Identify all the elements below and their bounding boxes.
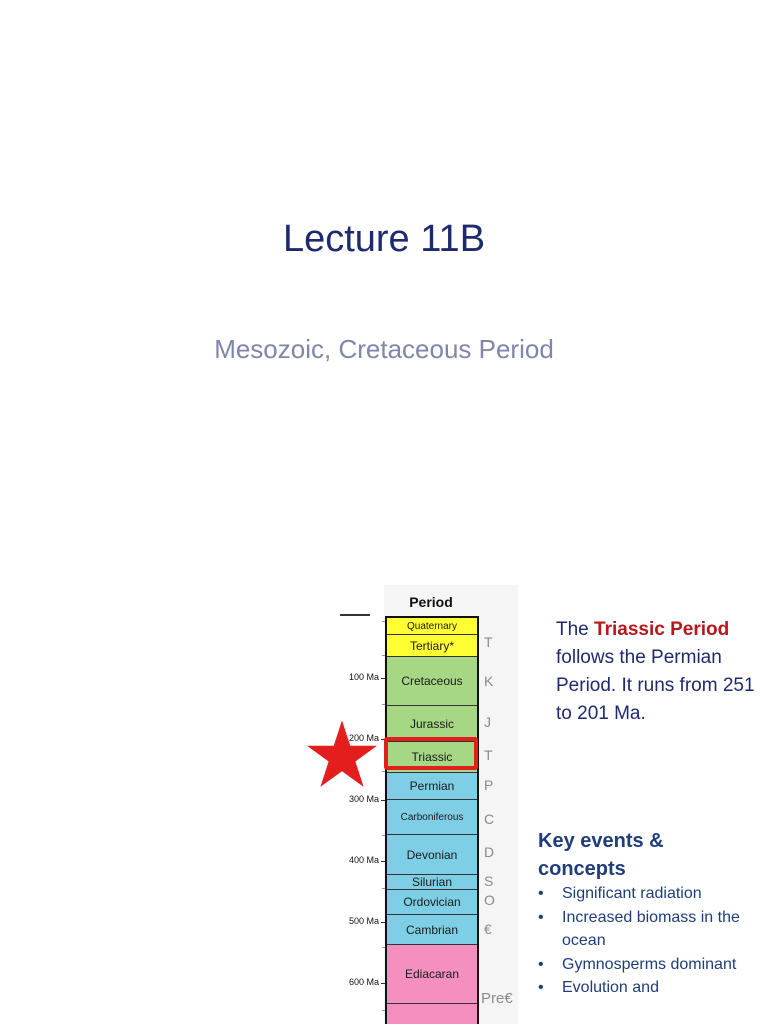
abbr-precambrian: Pre€ (481, 990, 513, 1007)
ma-minor-tick (382, 1010, 385, 1011)
ma-minor-tick (382, 888, 385, 889)
timescale-header: Period (409, 594, 453, 610)
slide-subtitle: Mesozoic, Cretaceous Period (214, 334, 554, 364)
intro-highlight: Triassic Period (594, 619, 730, 640)
period-silurian: Silurian (387, 875, 477, 890)
ma-tick-100 (381, 678, 385, 679)
slide-title: Lecture 11B (282, 218, 486, 260)
abbr-jurassic: J (484, 714, 491, 730)
abbr-permian: P (484, 777, 494, 793)
ma-minor-tick (382, 947, 385, 948)
period-column (385, 616, 479, 1024)
geologic-timescale (336, 585, 518, 1024)
abbr-tertiary: T (484, 634, 493, 650)
ma-label-400: 400 Ma (348, 855, 379, 865)
list-item: • Increased biomass in the ocean (536, 906, 762, 953)
abbr-carboniferous: C (484, 811, 495, 827)
period-jurassic: Jurassic (387, 706, 477, 742)
period-tertiary: Tertiary* (387, 635, 477, 657)
ma-minor-tick (382, 655, 385, 656)
ma-minor-tick (382, 835, 385, 836)
ma-minor-tick (382, 704, 385, 705)
key-events-list (536, 882, 762, 1000)
ma-tick-300 (381, 800, 385, 801)
key-events-heading: Key events & concepts (538, 830, 664, 880)
period-devonian: Devonian (387, 835, 477, 875)
ma-label-100: 100 Ma (348, 672, 379, 682)
ma-minor-tick (382, 771, 385, 772)
period-ediacaran: Ediacaran (387, 945, 477, 1004)
abbr-cambrian: € (484, 921, 492, 937)
ma-tick-400 (381, 861, 385, 862)
ma-label-200: 200 Ma (348, 733, 379, 743)
intro-text (556, 616, 756, 728)
ma-tick-500 (381, 922, 385, 923)
period-permian: Permian (387, 773, 477, 800)
triassic-highlight-box (384, 737, 478, 770)
period-precambrian-lower (387, 1004, 477, 1024)
period-carboniferous: Carboniferous (387, 800, 477, 835)
list-item: • Significant radiation (536, 882, 762, 906)
ma-minor-tick (382, 621, 385, 622)
list-item: • Gymnosperms dominant (536, 953, 762, 977)
period-triassic: Triassic (387, 742, 477, 773)
star-icon (307, 720, 377, 788)
ma-label-500: 500 Ma (348, 916, 379, 926)
abbr-silurian: S (484, 873, 494, 889)
abbr-triassic: T (484, 747, 493, 763)
period-cretaceous: Cretaceous (387, 657, 477, 706)
ma-label-600: 600 Ma (348, 977, 379, 987)
abbr-cretaceous: K (484, 673, 494, 689)
intro-prefix: The (556, 619, 595, 640)
abbr-ordovician: O (484, 892, 495, 908)
ma-tick-600 (381, 983, 385, 984)
period-ordovician: Ordovician (387, 890, 477, 915)
star-shape (307, 720, 377, 787)
abbr-devonian: D (484, 844, 495, 860)
intro-suffix: follows the Permian Period. It runs from 251 to 201 Ma. (556, 647, 755, 724)
ma-label-300: 300 Ma (348, 794, 379, 804)
period-quaternary: Quaternary (387, 618, 477, 635)
period-cambrian: Cambrian (387, 915, 477, 945)
list-item: • Evolution and (536, 976, 762, 1000)
